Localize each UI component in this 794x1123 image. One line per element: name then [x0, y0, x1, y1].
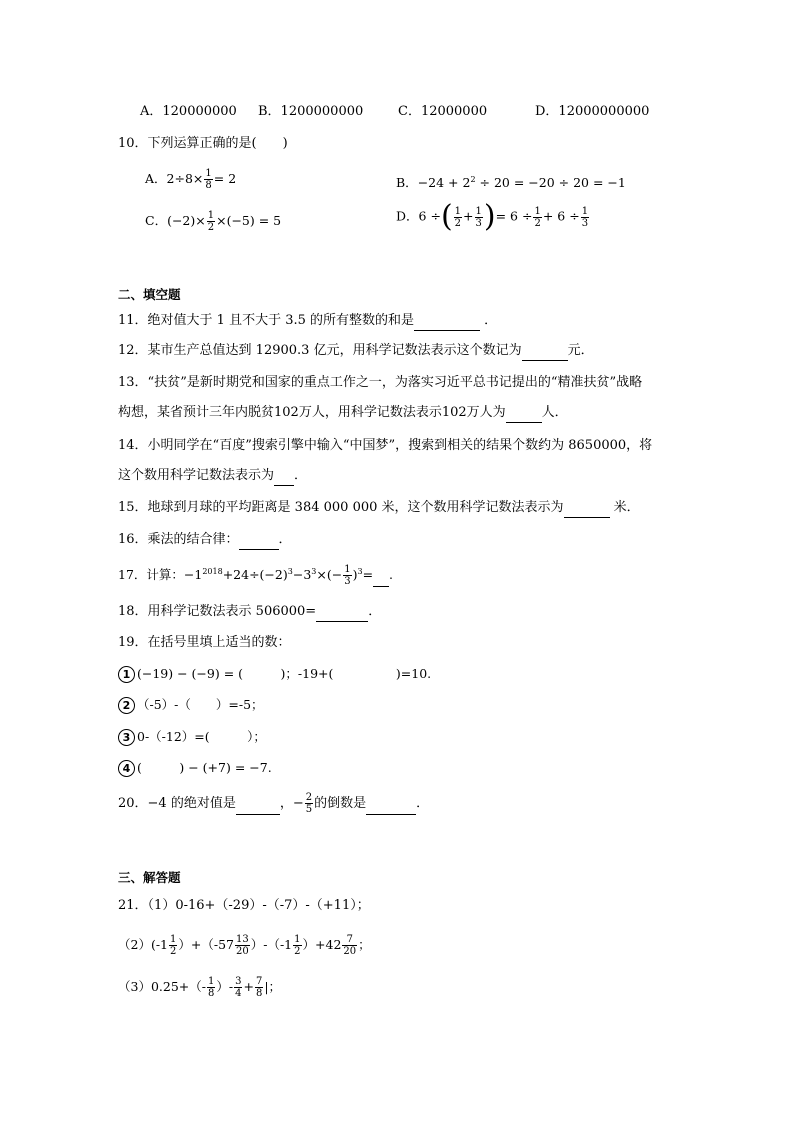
q13-line2: 构想，某省预计三年内脱贫102万人，用科学记数法表示102万人为 人．: [118, 403, 568, 423]
answer-blank[interactable]: [522, 346, 568, 361]
circle-number-icon: 4: [118, 760, 135, 777]
q19-item-1: 1 (−19) − (−9) = ( )；-19+( )=10.: [118, 664, 431, 684]
q20: 20．−4 的绝对值是 ，− $\frac{2}{5}$ 的倒数是 ．: [118, 792, 430, 815]
q10-stem: 10．下列运算正确的是( ): [118, 136, 288, 151]
answer-blank[interactable]: [373, 572, 389, 587]
answer-blank[interactable]: [414, 316, 480, 331]
q14-line1: 14．小明同学在“百度”搜索引擎中输入“中国梦”，搜索到相关的结果个数约为 8650000，将: [118, 438, 653, 453]
q21-part2: （2）(-1 $\frac{1}{2}$ ）+（-57 $\frac{13}{20}$ ）-（-1 $\frac{1}{2}$ ）+42 $\frac{7}{20}$ ；: [118, 934, 371, 957]
q13-line1: 13．“扶贫”是新时期党和国家的重点工作之一，为落实习近平总书记提出的“精准扶贫”战略: [118, 375, 643, 390]
q19-item-3: 3 0-（-12）=( ）；: [118, 727, 266, 747]
q9-option-c: C．12000000: [398, 104, 488, 119]
q12: 12．某市生产总值达到 12900.3 亿元，用科学记数法表示这个数记为 元．: [118, 341, 594, 361]
section-solve-title: 三、解答题: [118, 870, 181, 885]
q10-option-a: A．2÷8× $\frac{1}{8}$ = 2: [145, 168, 237, 191]
q9-option-b: B．1200000000: [258, 104, 364, 119]
answer-blank[interactable]: [236, 800, 280, 815]
q18: 18．用科学记数法表示 506000= ．: [118, 602, 381, 622]
q11: 11．绝对值大于 1 且不大于 3.5 的所有整数的和是 ．: [118, 311, 497, 331]
section-fill-in-blank-title: 二、填空题: [118, 287, 181, 302]
q9-option-d: D．12000000000: [535, 104, 650, 119]
circle-number-icon: 1: [118, 666, 135, 683]
q16: 16．乘法的结合律： ．: [118, 530, 292, 550]
circle-number-icon: 3: [118, 729, 135, 746]
q21-part1: 21．（1）0-16+（-29）-（-7）-（+11）；: [118, 898, 370, 913]
answer-blank[interactable]: [366, 800, 416, 815]
q10-option-c: C．(−2)× $\frac{1}{2}$ ×(−5) = 5: [145, 210, 282, 233]
q10-option-d: D．6 ÷( $\frac{1}{2}$ + $\frac{1}{3}$ )= 6 ÷ $\frac{1}{2}$ + 6 ÷ $\frac{1}{3}$: [396, 199, 589, 234]
q10-option-b: B．$-24 + 2^2 \div 20 = -20 \div 20 = -1$: [396, 175, 626, 191]
q19-item-2: 2 （-5）-（ ）=-5；: [118, 695, 264, 715]
q21-part3: （3）0.25+（- $\frac{1}{8}$ ）- $\frac{3}{4}$ + $\frac{7}{8}$ |；: [118, 976, 282, 999]
answer-blank[interactable]: [274, 471, 294, 486]
q17: 17．计算：$-1^{2018}+24\div(-2)^3-3^3\times(-$ $\frac{1}{3}$ )$^3$= .: [118, 564, 394, 588]
answer-blank[interactable]: [316, 607, 368, 622]
q14-line2: 这个数用科学记数法表示为 ．: [118, 466, 307, 486]
q19-item-4: 4 ( ) − (+7) = −7.: [118, 758, 272, 778]
answer-blank[interactable]: [239, 535, 279, 550]
q15: 15．地球到月球的平均距离是 384 000 000 米，这个数用科学记数法表示为 米．: [118, 498, 640, 518]
answer-blank[interactable]: [564, 503, 610, 518]
answer-blank[interactable]: [506, 408, 542, 423]
q9-option-a: A．120000000: [140, 104, 237, 119]
q19-stem: 19．在括号里填上适当的数：: [118, 635, 291, 650]
circle-number-icon: 2: [118, 697, 135, 714]
